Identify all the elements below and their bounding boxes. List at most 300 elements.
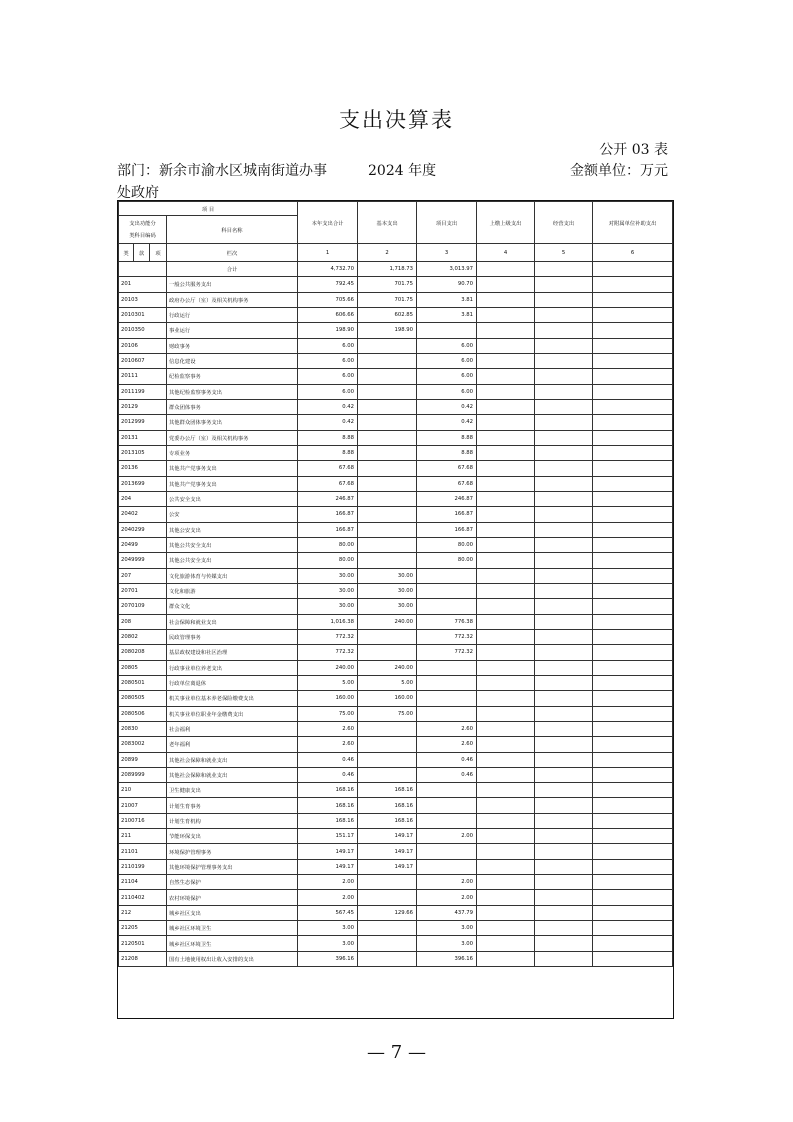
row-subject-name: 机关事业单位基本养老保险缴费支出 [167,691,298,706]
row-upper [477,921,535,936]
row-code: 2110402 [119,890,167,905]
row-business [535,445,593,460]
row-basic: 602.85 [358,307,417,322]
row-subject-name: 公共安全支出 [167,491,298,506]
row-subsidiary [593,568,673,583]
row-upper [477,706,535,721]
row-project: 6.00 [417,353,477,368]
row-total: 6.00 [298,384,358,399]
row-subsidiary [593,737,673,752]
row-total: 2.00 [298,890,358,905]
row-subsidiary [593,721,673,736]
row-total: 75.00 [298,706,358,721]
header-row-label: 栏次 [167,244,298,262]
row-upper [477,307,535,322]
row-code: 2010301 [119,307,167,322]
row-upper [477,399,535,414]
row-business [535,660,593,675]
row-project: 166.87 [417,507,477,522]
row-total: 8.88 [298,430,358,445]
row-upper [477,430,535,445]
row-project: 6.00 [417,338,477,353]
row-subject-name: 公安 [167,507,298,522]
row-subject-name: 群众团体事务 [167,399,298,414]
row-total: 772.32 [298,629,358,644]
table-row [119,890,673,905]
table-row [119,905,673,920]
row-upper [477,767,535,782]
row-subject-name: 群众文化 [167,599,298,614]
table-row [119,399,673,414]
row-upper [477,844,535,859]
total-label: 合计 [167,262,298,277]
row-basic [358,737,417,752]
table-row [119,491,673,506]
row-subject-name: 社会保障和就业支出 [167,614,298,629]
table-row [119,522,673,537]
row-business [535,691,593,706]
row-subsidiary [593,338,673,353]
row-subsidiary [593,461,673,476]
row-basic [358,890,417,905]
row-basic: 149.17 [358,829,417,844]
row-subject-name: 行政运行 [167,307,298,322]
row-subject-name: 机关事业单位职业年金缴费支出 [167,706,298,721]
row-total: 151.17 [298,829,358,844]
row-business [535,844,593,859]
row-basic [358,522,417,537]
table-row [119,307,673,322]
row-project: 2.00 [417,829,477,844]
row-upper [477,384,535,399]
header-project: 项 目 [119,202,298,216]
row-code: 2080506 [119,706,167,721]
row-subsidiary [593,675,673,690]
row-subsidiary [593,415,673,430]
table-row [119,798,673,813]
row-subject-name: 城乡社区支出 [167,905,298,920]
row-upper [477,936,535,951]
row-subsidiary [593,445,673,460]
row-code: 20802 [119,629,167,644]
row-project: 246.87 [417,491,477,506]
row-total: 80.00 [298,537,358,552]
header-class-code: 类科目编码 [129,232,156,239]
row-business [535,905,593,920]
row-business [535,507,593,522]
row-subject-name: 环境保护管理事务 [167,844,298,859]
row-business [535,614,593,629]
row-subsidiary [593,875,673,890]
row-total: 6.00 [298,338,358,353]
row-subsidiary [593,691,673,706]
row-project: 0.46 [417,752,477,767]
table-row [119,767,673,782]
row-project: 2.00 [417,890,477,905]
table-row [119,323,673,338]
row-basic [358,369,417,384]
table-row [119,859,673,874]
row-project [417,813,477,828]
row-business [535,323,593,338]
row-subject-name: 文化和旅游 [167,583,298,598]
expenditure-table [117,200,674,1019]
table-row [119,353,673,368]
table-header [119,202,673,277]
row-basic [358,461,417,476]
row-project: 67.68 [417,476,477,491]
row-code: 21208 [119,951,167,966]
row-business [535,813,593,828]
table-row [119,721,673,736]
row-subsidiary [593,599,673,614]
table-row [119,813,673,828]
table-row [119,369,673,384]
row-upper [477,629,535,644]
header-col-basic: 基本支出 [358,202,417,244]
table-row [119,292,673,307]
row-business [535,675,593,690]
row-basic [358,353,417,368]
row-project: 3.00 [417,921,477,936]
row-subject-name: 城乡社区环境卫生 [167,921,298,936]
row-business [535,307,593,322]
row-code: 20499 [119,537,167,552]
row-code: 2012999 [119,415,167,430]
row-business [535,629,593,644]
row-upper [477,476,535,491]
row-basic [358,445,417,460]
row-upper [477,537,535,552]
row-project [417,798,477,813]
row-business [535,384,593,399]
row-total: 240.00 [298,660,358,675]
header-func-class: 支出功能分 [129,220,156,227]
row-total: 0.42 [298,415,358,430]
row-business [535,369,593,384]
row-subsidiary [593,829,673,844]
row-code: 2089999 [119,767,167,782]
row-subsidiary [593,767,673,782]
row-business [535,706,593,721]
row-subject-name: 其他公安支出 [167,522,298,537]
table-row [119,445,673,460]
row-upper [477,507,535,522]
row-project: 8.88 [417,445,477,460]
row-upper [477,338,535,353]
table-row [119,951,673,966]
row-subsidiary [593,859,673,874]
row-project: 80.00 [417,537,477,552]
row-subject-name: 民政管理事务 [167,629,298,644]
row-subsidiary [593,430,673,445]
row-subject-name: 基层政权建设和社区治理 [167,645,298,660]
row-total: 80.00 [298,553,358,568]
row-project [417,706,477,721]
row-project: 396.16 [417,951,477,966]
row-basic: 168.16 [358,813,417,828]
row-total: 2.00 [298,875,358,890]
row-total: 198.90 [298,323,358,338]
header-subject-name: 科目名称 [167,216,298,244]
row-code: 2080505 [119,691,167,706]
row-upper [477,353,535,368]
row-subject-name: 卫生健康支出 [167,783,298,798]
row-basic [358,384,417,399]
row-subsidiary [593,491,673,506]
row-subsidiary [593,307,673,322]
amount-unit: 金额单位：万元 [570,163,668,179]
row-business [535,737,593,752]
table-row [119,783,673,798]
row-subject-name: 一般公共服务支出 [167,277,298,292]
row-subsidiary [593,553,673,568]
row-subsidiary [593,890,673,905]
row-basic [358,721,417,736]
col-number: 6 [593,244,673,262]
row-project: 6.00 [417,384,477,399]
row-project [417,844,477,859]
row-code: 208 [119,614,167,629]
row-subject-name: 其他公共安全支出 [167,553,298,568]
header-col-subsidiary: 对附属单位补助支出 [593,202,673,244]
row-basic: 149.17 [358,859,417,874]
row-business [535,415,593,430]
row-total: 166.87 [298,507,358,522]
row-upper [477,599,535,614]
row-business [535,583,593,598]
table-row [119,645,673,660]
row-business [535,921,593,936]
row-business [535,599,593,614]
row-total: 67.68 [298,476,358,491]
header-col-upper: 上缴上级支出 [477,202,535,244]
row-upper [477,583,535,598]
row-subsidiary [593,507,673,522]
row-project: 2.60 [417,721,477,736]
row-basic: 160.00 [358,691,417,706]
row-upper [477,859,535,874]
row-upper [477,445,535,460]
row-upper [477,660,535,675]
row-business [535,721,593,736]
row-business [535,522,593,537]
table-row [119,599,673,614]
row-upper [477,292,535,307]
row-code: 204 [119,491,167,506]
row-project: 3.81 [417,292,477,307]
row-total: 168.16 [298,783,358,798]
table-row [119,553,673,568]
row-upper [477,829,535,844]
row-basic: 168.16 [358,783,417,798]
row-total: 149.17 [298,859,358,874]
row-business [535,875,593,890]
row-business [535,537,593,552]
row-basic: 5.00 [358,675,417,690]
row-basic [358,491,417,506]
row-business [535,277,593,292]
table-row [119,537,673,552]
row-basic: 198.90 [358,323,417,338]
row-code: 211 [119,829,167,844]
row-basic [358,430,417,445]
row-upper [477,323,535,338]
row-business [535,936,593,951]
row-total: 149.17 [298,844,358,859]
row-subsidiary [593,752,673,767]
row-subsidiary [593,706,673,721]
row-subject-name: 社会福利 [167,721,298,736]
row-subject-name: 纪检监察事务 [167,369,298,384]
row-subsidiary [593,476,673,491]
row-basic [358,875,417,890]
row-subsidiary [593,384,673,399]
table-row [119,737,673,752]
row-subject-name: 城乡社区环境卫生 [167,936,298,951]
row-project: 3.81 [417,307,477,322]
row-basic: 701.75 [358,292,417,307]
row-total: 396.16 [298,951,358,966]
table-row [119,844,673,859]
row-business [535,568,593,583]
header-kuan: 款 [134,244,150,262]
row-business [535,292,593,307]
row-business [535,645,593,660]
row-total: 6.00 [298,353,358,368]
row-basic [358,767,417,782]
table-row [119,568,673,583]
row-upper [477,890,535,905]
row-subsidiary [593,629,673,644]
row-basic: 30.00 [358,568,417,583]
table-body [119,277,673,967]
row-subsidiary [593,798,673,813]
row-code: 2010350 [119,323,167,338]
row-business [535,829,593,844]
row-total: 0.42 [298,399,358,414]
row-business [535,353,593,368]
row-subject-name: 政府办公厅（室）及相关机构事务 [167,292,298,307]
row-subsidiary [593,844,673,859]
row-code: 20129 [119,399,167,414]
row-upper [477,461,535,476]
row-business [535,859,593,874]
row-subject-name: 其他共产党事务支出 [167,461,298,476]
row-subsidiary [593,660,673,675]
row-basic: 75.00 [358,706,417,721]
row-subject-name: 其他公共安全支出 [167,537,298,552]
header-col-total: 本年支出合计 [298,202,358,244]
row-subsidiary [593,645,673,660]
row-business [535,461,593,476]
row-subject-name: 党委办公厅（室）及相关机构事务 [167,430,298,445]
row-upper [477,783,535,798]
row-total: 246.87 [298,491,358,506]
table-row [119,875,673,890]
row-subject-name: 其他群众团体事务支出 [167,415,298,430]
table-row [119,660,673,675]
row-business [535,430,593,445]
header-xiang: 项 [150,244,167,262]
row-upper [477,737,535,752]
row-subsidiary [593,369,673,384]
row-subject-name: 信息化建设 [167,353,298,368]
row-code: 207 [119,568,167,583]
row-subject-name: 财政事务 [167,338,298,353]
row-code: 20106 [119,338,167,353]
row-subsidiary [593,905,673,920]
row-total: 0.46 [298,767,358,782]
row-project: 6.00 [417,369,477,384]
row-business [535,338,593,353]
row-business [535,399,593,414]
row-total: 772.32 [298,645,358,660]
row-total: 30.00 [298,583,358,598]
row-subject-name: 其他纪检监察事务支出 [167,384,298,399]
row-subsidiary [593,813,673,828]
row-subsidiary [593,399,673,414]
row-code: 2120501 [119,936,167,951]
row-basic: 30.00 [358,599,417,614]
total-basic: 1,718.73 [358,262,417,277]
row-business [535,752,593,767]
row-total: 2.60 [298,721,358,736]
row-upper [477,614,535,629]
row-total: 792.45 [298,277,358,292]
row-upper [477,553,535,568]
row-project: 2.60 [417,737,477,752]
row-total: 30.00 [298,599,358,614]
row-upper [477,691,535,706]
department-label: 部门：新余市渝水区城南街道办事处政府 [117,163,327,201]
row-total: 5.00 [298,675,358,690]
row-total: 3.00 [298,921,358,936]
row-code: 20830 [119,721,167,736]
col-number: 5 [535,244,593,262]
table-row [119,430,673,445]
row-subject-name: 自然生态保护 [167,875,298,890]
row-total: 6.00 [298,369,358,384]
row-code: 2013699 [119,476,167,491]
row-upper [477,522,535,537]
row-code: 20136 [119,461,167,476]
row-basic [358,476,417,491]
row-total: 2.60 [298,737,358,752]
row-upper [477,813,535,828]
row-code: 2049999 [119,553,167,568]
row-project: 166.87 [417,522,477,537]
col-number: 2 [358,244,417,262]
row-code: 2080208 [119,645,167,660]
row-upper [477,645,535,660]
row-project [417,675,477,690]
row-business [535,476,593,491]
row-code: 201 [119,277,167,292]
row-project: 772.32 [417,629,477,644]
row-basic [358,537,417,552]
row-total: 0.46 [298,752,358,767]
row-total: 160.00 [298,691,358,706]
row-code: 2083002 [119,737,167,752]
table-row [119,752,673,767]
row-project [417,660,477,675]
table-row [119,629,673,644]
row-project: 772.32 [417,645,477,660]
row-total: 8.88 [298,445,358,460]
row-project: 80.00 [417,553,477,568]
row-basic [358,951,417,966]
